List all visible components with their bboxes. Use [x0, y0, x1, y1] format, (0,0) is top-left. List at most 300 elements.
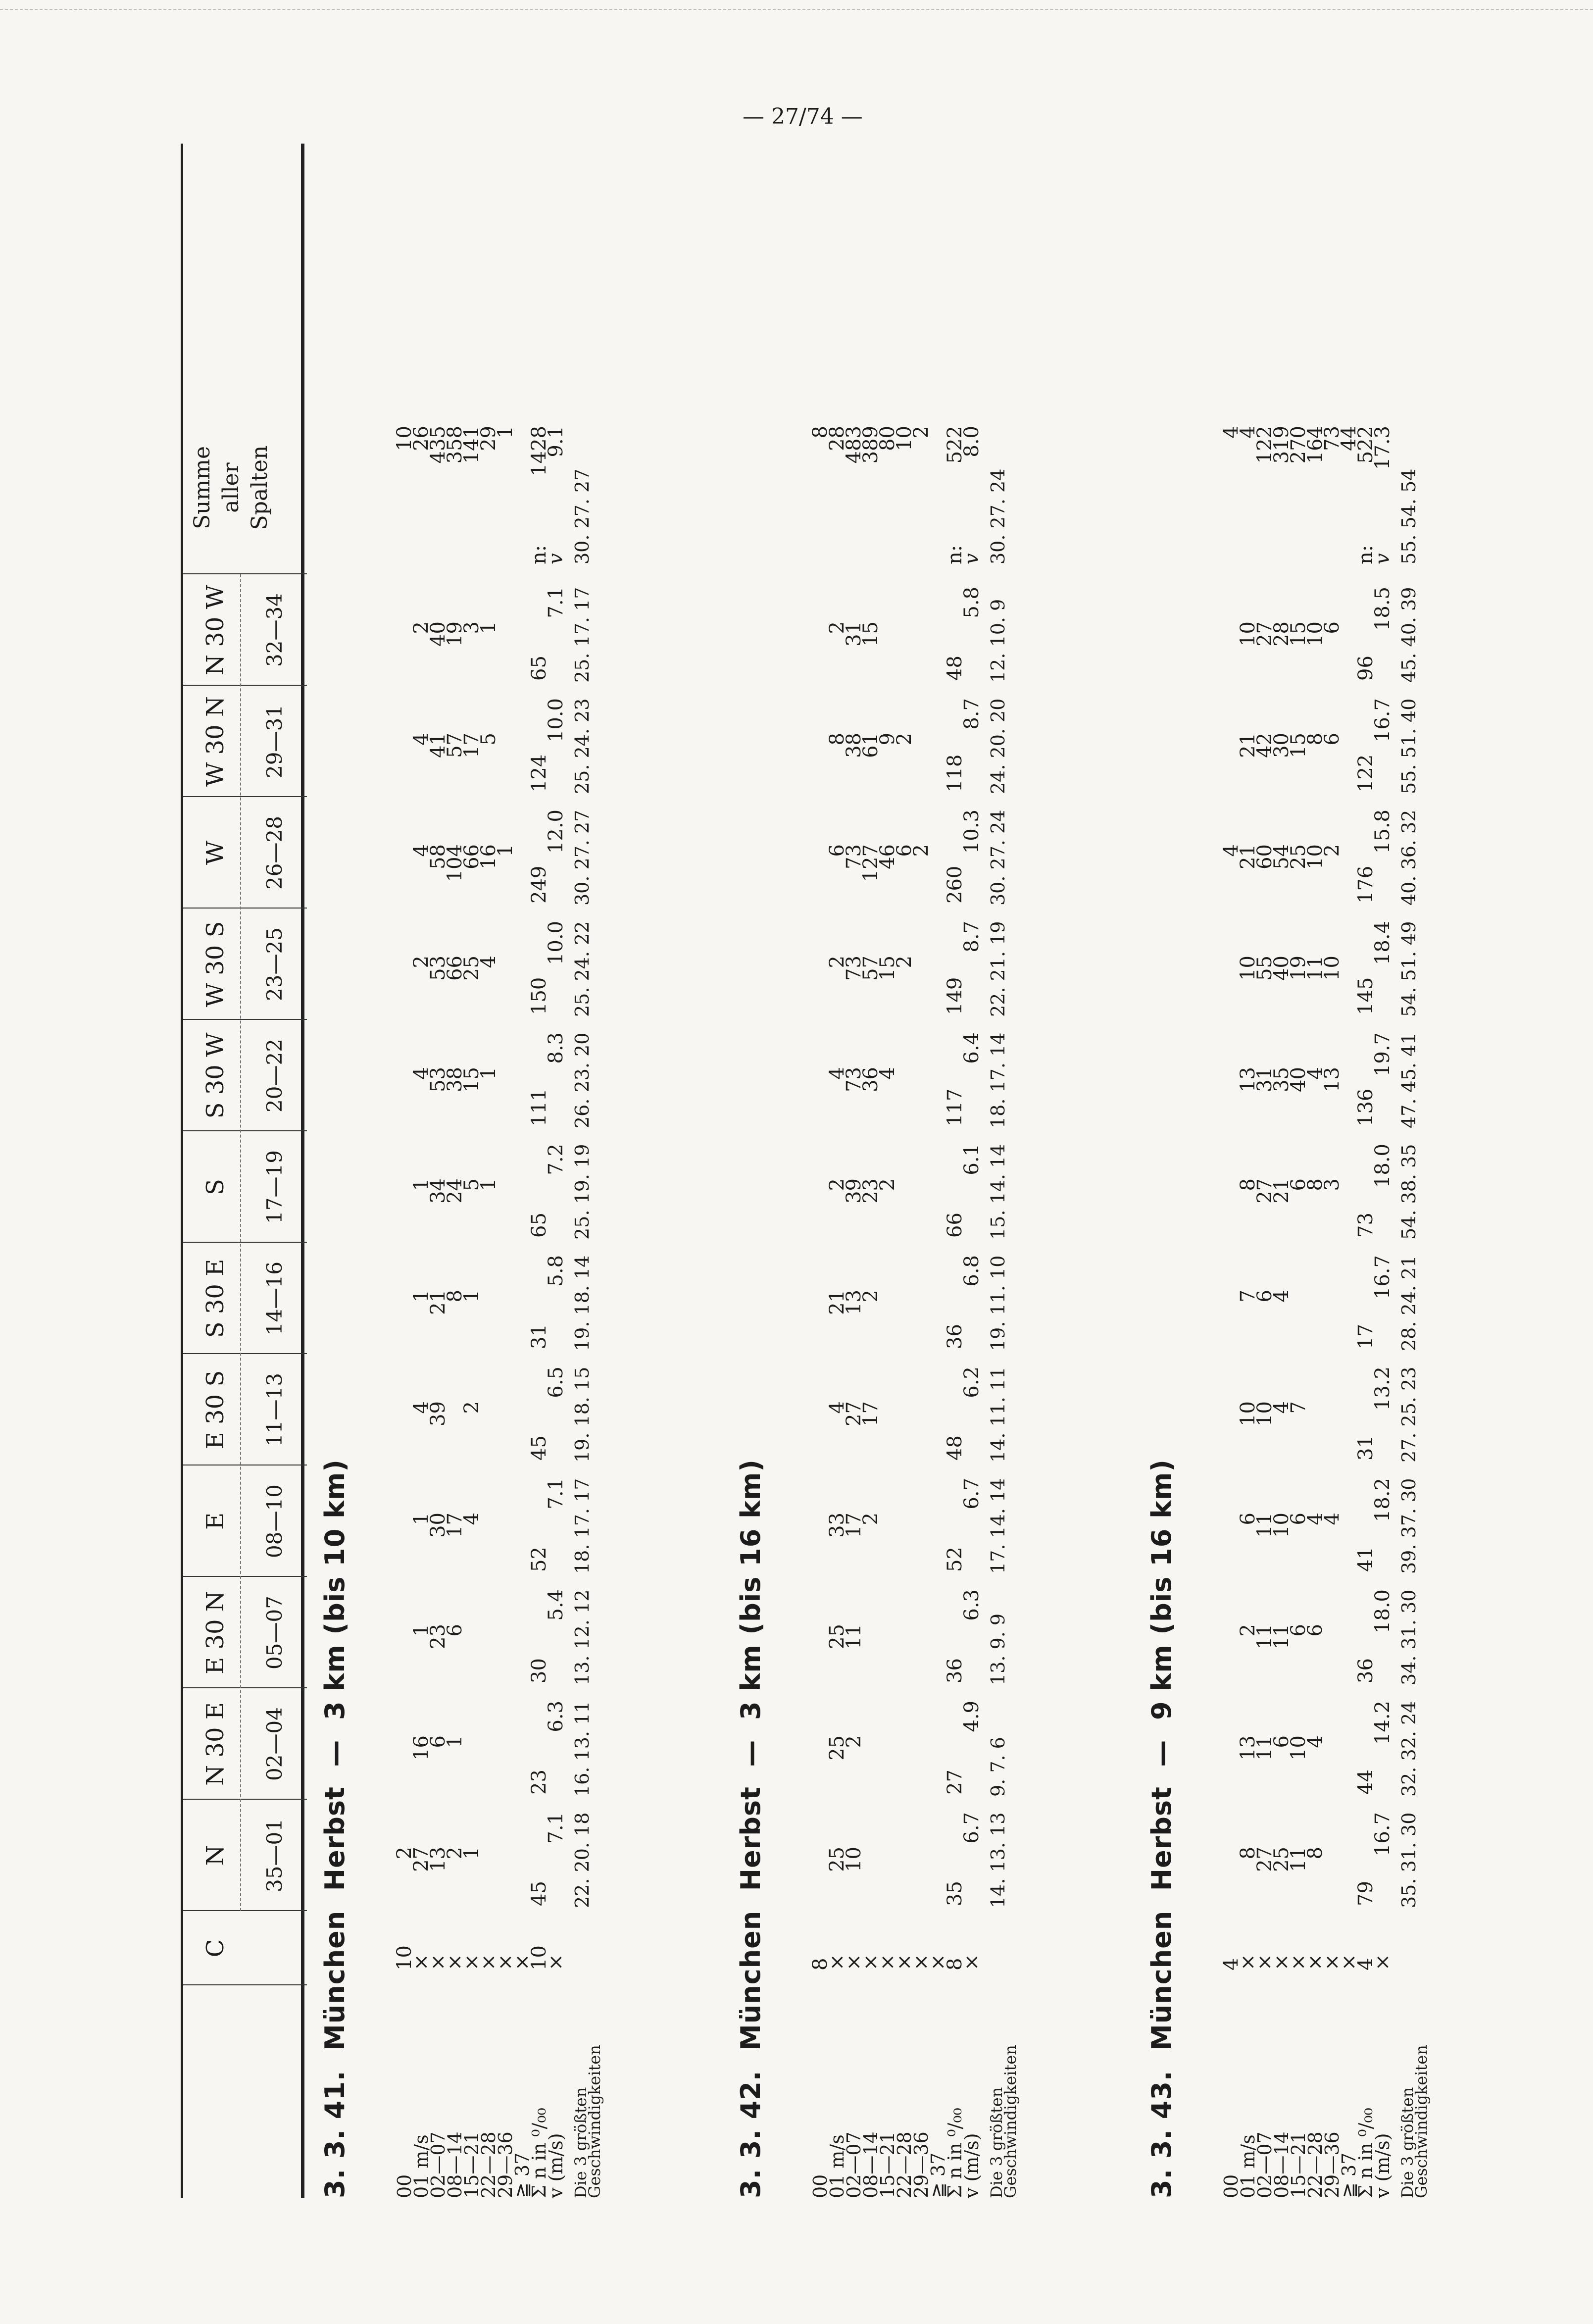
- rotated-table: [181, 144, 1593, 2198]
- table-header: [181, 144, 304, 2198]
- table-cell: 19: [1287, 956, 1310, 981]
- sum-v-label: v: [1371, 553, 1394, 564]
- count-cell: 66: [944, 1213, 966, 1238]
- table-cell: 3: [460, 621, 483, 634]
- c-cell: ×: [545, 1954, 567, 1970]
- speed-cell: 4.9: [960, 1701, 983, 1732]
- header-range: 29—31: [262, 705, 287, 778]
- count-cell: 36: [1354, 1658, 1377, 1683]
- table-cell: 17: [460, 733, 483, 758]
- sum-cell: 26: [410, 426, 433, 451]
- sum-v: 9.1: [545, 426, 567, 457]
- section-title: 3. 3. 43. München Herbst — 9 km (bis 16 km): [1146, 1459, 1177, 2198]
- row-label: Die 3 größten: [1398, 2087, 1417, 2198]
- top3-cell: 14. 13. 13: [987, 1812, 1009, 1908]
- table-section: [1146, 144, 1557, 2198]
- scan-edge-line: [0, 9, 1593, 10]
- row-label: 22—28: [478, 2131, 499, 2198]
- sum-n-label: n:: [528, 545, 550, 564]
- row-label: 15—21: [461, 2131, 483, 2198]
- table-cell: 2: [893, 956, 916, 968]
- header-direction: W 30 N: [201, 696, 229, 787]
- sum-cell: 164: [1304, 426, 1327, 464]
- header-summe-line: Summe: [190, 446, 215, 529]
- sum-cell: 4: [1220, 426, 1243, 439]
- table-cell: 11: [843, 1624, 865, 1649]
- count-cell: 149: [944, 977, 966, 1015]
- count-cell: 65: [528, 656, 550, 681]
- sum-n: 522: [944, 426, 966, 464]
- row-label: Die 3 größten: [987, 2087, 1006, 2198]
- table-cell: 104: [444, 844, 466, 882]
- top3-cell: 54. 51. 49: [1398, 921, 1420, 1017]
- page-number: — 27/74 —: [743, 104, 863, 129]
- speed-cell: 10.3: [960, 809, 983, 854]
- top3-cell: 27. 25. 23: [1398, 1366, 1420, 1463]
- top3-cell: 16. 13. 11: [571, 1701, 593, 1797]
- sum-cell: 2: [910, 426, 933, 439]
- table-cell: 1: [444, 1735, 466, 1748]
- top3-cell: 26. 23. 20: [571, 1032, 593, 1128]
- table-cell: 25: [460, 956, 483, 981]
- table-cell: 55: [1253, 956, 1276, 981]
- table-cell: 4: [1304, 1513, 1327, 1525]
- top3-cell: 25. 17. 17: [571, 587, 593, 683]
- section-title: 3. 3. 41. München Herbst — 3 km (bis 10 km): [319, 1459, 350, 2198]
- header-direction: W: [201, 840, 229, 865]
- table-cell: 25: [826, 1735, 848, 1761]
- header-direction: E: [201, 1512, 229, 1530]
- speed-cell: 8.7: [960, 698, 983, 730]
- speed-cell: 6.8: [960, 1255, 983, 1287]
- table-cell: 27: [410, 1847, 433, 1872]
- table-cell: 10: [1237, 621, 1259, 647]
- table-cell: 11: [1287, 1847, 1310, 1872]
- table-cell: 27: [843, 1401, 865, 1426]
- table-cell: 66: [444, 956, 466, 981]
- table-cell: 4: [1321, 1513, 1344, 1525]
- header-direction: N 30 W: [201, 585, 229, 675]
- table-cell: 15: [1287, 733, 1310, 758]
- top3-cell: 19. 18. 15: [571, 1366, 593, 1463]
- table-cell: 15: [460, 1067, 483, 1092]
- sum-v: 17.3: [1371, 426, 1394, 470]
- table-cell: 6: [444, 1624, 466, 1637]
- c-cell: ×: [410, 1954, 433, 1970]
- table-cell: 24: [444, 1178, 466, 1204]
- table-cell: 2: [859, 1513, 882, 1525]
- speed-cell: 18.4: [1371, 921, 1394, 965]
- sum-n-label: n:: [944, 545, 966, 564]
- count-cell: 145: [1354, 977, 1377, 1015]
- header-range: 23—25: [262, 927, 287, 1001]
- c-cell: ×: [893, 1954, 916, 1970]
- count-cell: 52: [944, 1547, 966, 1572]
- table-cell: 1: [410, 1624, 433, 1637]
- row-label: Geschwindigkeiten: [1412, 2045, 1431, 2198]
- c-cell: ×: [1338, 1954, 1360, 1970]
- count-cell: 23: [528, 1769, 550, 1795]
- table-cell: 2: [1321, 844, 1344, 857]
- c-cell: ×: [910, 1954, 933, 1970]
- header-range: 11—13: [262, 1373, 287, 1447]
- sum-cell: 44: [1338, 426, 1360, 451]
- top3-cell: 17. 14. 14: [987, 1478, 1009, 1574]
- row-label: Σ n in ⁰/₀₀: [944, 2108, 966, 2198]
- speed-cell: 16.7: [1371, 1255, 1394, 1300]
- table-cell: 2: [893, 733, 916, 746]
- row-label: ≧ 37: [1338, 2152, 1360, 2198]
- table-cell: 1: [477, 1067, 500, 1080]
- table-section: [319, 144, 730, 2198]
- table-cell: 1: [477, 1178, 500, 1191]
- speed-cell: 6.4: [960, 1032, 983, 1064]
- top3-cell: 19. 18. 14: [571, 1255, 593, 1351]
- table-cell: 21: [1237, 733, 1259, 758]
- table-cell: 6: [1287, 1178, 1310, 1191]
- table-cell: 61: [859, 733, 882, 758]
- speed-cell: 7.1: [545, 1812, 567, 1844]
- top3-cell: 14. 11. 11: [987, 1366, 1009, 1463]
- table-cell: 33: [826, 1513, 848, 1538]
- c-cell: 8: [944, 1958, 966, 1970]
- table-cell: 19: [444, 621, 466, 647]
- count-cell: 111: [528, 1088, 550, 1126]
- table-cell: 6: [1253, 1290, 1276, 1303]
- speed-cell: 18.5: [1371, 587, 1394, 631]
- table-cell: 41: [427, 733, 449, 758]
- speed-cell: 5.8: [545, 1255, 567, 1287]
- top3-cell: 19. 11. 10: [987, 1255, 1009, 1351]
- table-cell: 11: [1253, 1624, 1276, 1649]
- table-cell: 23: [427, 1624, 449, 1649]
- table-cell: 17: [444, 1513, 466, 1538]
- table-cell: 17: [843, 1513, 865, 1538]
- speed-cell: 7.2: [545, 1144, 567, 1175]
- count-cell: 44: [1354, 1769, 1377, 1795]
- count-cell: 48: [944, 656, 966, 681]
- sum-cell: 141: [460, 426, 483, 464]
- speed-cell: 6.2: [960, 1366, 983, 1398]
- table-cell: 2: [826, 621, 848, 634]
- count-cell: 73: [1354, 1213, 1377, 1238]
- table-cell: 8: [444, 1290, 466, 1303]
- header-direction: N: [201, 1845, 229, 1866]
- table-cell: 13: [1321, 1067, 1344, 1092]
- table-cell: 3: [1321, 1178, 1344, 1191]
- row-label: 01 m/s: [826, 2134, 848, 2198]
- c-cell: 8: [809, 1958, 832, 1970]
- row-label: Geschwindigkeiten: [1001, 2045, 1020, 2198]
- table-cell: 8: [1304, 1847, 1327, 1860]
- count-cell: 48: [944, 1435, 966, 1461]
- speed-cell: 14.2: [1371, 1701, 1394, 1745]
- header-direction: W 30 S: [201, 921, 229, 1008]
- top3-cell: 25. 19. 19: [571, 1144, 593, 1240]
- table-cell: 66: [460, 844, 483, 869]
- c-cell: ×: [511, 1954, 534, 1970]
- count-cell: 79: [1354, 1881, 1377, 1906]
- header-summe-line: Spalten: [247, 445, 272, 530]
- table-cell: 4: [826, 1067, 848, 1080]
- speed-cell: 13.2: [1371, 1366, 1394, 1411]
- table-cell: 10: [1237, 956, 1259, 981]
- table-cell: 53: [427, 1067, 449, 1092]
- table-cell: 25: [1287, 844, 1310, 869]
- header-summe: [188, 401, 302, 574]
- speed-cell: 18.2: [1371, 1478, 1394, 1522]
- table-cell: 40: [1270, 956, 1293, 981]
- top3-cell: 28. 24. 21: [1398, 1255, 1420, 1351]
- speed-cell: 16.7: [1371, 698, 1394, 743]
- row-label: v (m/s): [961, 2133, 983, 2198]
- table-cell: 7: [1287, 1401, 1310, 1414]
- sum-cell: 483: [843, 426, 865, 464]
- table-cell: 73: [843, 1067, 865, 1092]
- c-cell: ×: [876, 1954, 899, 1970]
- table-cell: 1: [410, 1513, 433, 1525]
- table-cell: 13: [843, 1290, 865, 1315]
- speed-cell: 7.1: [545, 587, 567, 618]
- table-cell: 2: [826, 1178, 848, 1191]
- header-direction: S 30 E: [201, 1259, 229, 1338]
- count-cell: 136: [1354, 1088, 1377, 1126]
- top3-cell: 25. 24. 22: [571, 921, 593, 1017]
- table-cell: 40: [427, 621, 449, 647]
- table-cell: 2: [410, 621, 433, 634]
- table-cell: 30: [427, 1513, 449, 1538]
- speed-cell: 6.3: [960, 1589, 983, 1621]
- table-cell: 1: [410, 1290, 433, 1303]
- top3-cell: 47. 45. 41: [1398, 1032, 1420, 1128]
- top3-cell: 40. 36. 32: [1398, 809, 1420, 906]
- table-cell: 6: [1270, 1735, 1293, 1748]
- c-cell: ×: [1237, 1954, 1259, 1970]
- c-cell: 4: [1220, 1958, 1243, 1970]
- count-cell: 27: [944, 1769, 966, 1795]
- c-cell: ×: [1253, 1954, 1276, 1970]
- sum-cell: 80: [876, 426, 899, 451]
- table-cell: 40: [1287, 1067, 1310, 1092]
- sum-v: 8.0: [960, 426, 983, 457]
- table-cell: 6: [1304, 1624, 1327, 1637]
- count-cell: 36: [944, 1324, 966, 1349]
- row-label: 08—14: [1271, 2131, 1293, 2198]
- table-section: [735, 144, 1146, 2198]
- row-label: Geschwindigkeiten: [585, 2045, 604, 2198]
- table-cell: 4: [1270, 1290, 1293, 1303]
- c-cell: ×: [927, 1954, 949, 1970]
- sum-n: 522: [1354, 426, 1377, 464]
- sum-cell: 8: [809, 426, 832, 439]
- speed-cell: 6.7: [960, 1478, 983, 1510]
- row-label: ≧ 37: [511, 2152, 533, 2198]
- top3-cell: 24. 20. 20: [987, 698, 1009, 794]
- sum-cell: 122: [1253, 426, 1276, 464]
- table-cell: 4: [410, 733, 433, 746]
- table-cell: 2: [444, 1847, 466, 1860]
- table-cell: 16: [410, 1735, 433, 1761]
- top3-cell: 13. 12. 12: [571, 1589, 593, 1685]
- speed-cell: 15.8: [1371, 809, 1394, 854]
- count-cell: 122: [1354, 754, 1377, 792]
- table-cell: 4: [410, 1067, 433, 1080]
- sum-v-label: v: [960, 553, 983, 564]
- c-cell: 10: [528, 1945, 550, 1970]
- header-range: 14—16: [262, 1262, 287, 1335]
- row-label: Die 3 größten: [571, 2087, 590, 2198]
- c-cell: ×: [460, 1954, 483, 1970]
- count-cell: 124: [528, 754, 550, 792]
- table-cell: 127: [859, 844, 882, 882]
- table-cell: 10: [1304, 844, 1327, 869]
- table-cell: 11: [1253, 1513, 1276, 1538]
- speed-cell: 6.5: [545, 1366, 567, 1398]
- table-cell: 21: [1270, 1178, 1293, 1204]
- top3-cell: 35. 31. 30: [1398, 1812, 1420, 1908]
- sum-cell: 4: [1237, 426, 1259, 439]
- table-cell: 21: [427, 1290, 449, 1315]
- table-cell: 7: [1237, 1290, 1259, 1303]
- row-label: 00: [1220, 2174, 1242, 2198]
- table-cell: 57: [444, 733, 466, 758]
- table-cell: 13: [1237, 1735, 1259, 1761]
- table-cell: 2: [410, 956, 433, 968]
- c-cell: 4: [1354, 1958, 1377, 1970]
- speed-cell: 18.0: [1371, 1144, 1394, 1188]
- table-cell: 42: [1253, 733, 1276, 758]
- table-cell: 5: [460, 1178, 483, 1191]
- table-cell: 10: [1321, 956, 1344, 981]
- table-cell: 4: [1304, 1067, 1327, 1080]
- table-cell: 10: [843, 1847, 865, 1872]
- table-cell: 73: [843, 956, 865, 981]
- table-cell: 27: [1253, 1847, 1276, 1872]
- count-cell: 150: [528, 977, 550, 1015]
- table-cell: 16: [477, 844, 500, 869]
- speed-cell: 7.1: [545, 1478, 567, 1510]
- table-cell: 5: [477, 733, 500, 746]
- c-cell: 10: [393, 1945, 416, 1970]
- row-label: v (m/s): [1372, 2133, 1394, 2198]
- speed-cell: 19.7: [1371, 1032, 1394, 1077]
- table-cell: 15: [859, 621, 882, 647]
- c-cell: ×: [1270, 1954, 1293, 1970]
- speed-cell: 12.0: [545, 809, 567, 854]
- table-cell: 4: [477, 956, 500, 968]
- top3-cell: 54. 38. 35: [1398, 1144, 1420, 1240]
- table-cell: 11: [1253, 1735, 1276, 1761]
- header-direction: N 30 E: [201, 1702, 229, 1786]
- speed-cell: 8.3: [545, 1032, 567, 1064]
- top3-cell: 55. 51. 40: [1398, 698, 1420, 794]
- c-cell: ×: [1371, 1954, 1394, 1970]
- table-cell: 35: [1270, 1067, 1293, 1092]
- row-label: v (m/s): [545, 2133, 567, 2198]
- table-cell: 8: [1237, 1847, 1259, 1860]
- table-cell: 9: [876, 733, 899, 746]
- top3-cell: 34. 31. 30: [1398, 1589, 1420, 1685]
- table-cell: 10: [1287, 1735, 1310, 1761]
- header-direction: E 30 N: [201, 1591, 229, 1674]
- sum-cell: 29: [477, 426, 500, 451]
- table-cell: 38: [843, 733, 865, 758]
- top3-cell: 45. 40. 39: [1398, 587, 1420, 683]
- table-cell: 54: [1270, 844, 1293, 869]
- speed-cell: 18.0: [1371, 1589, 1394, 1634]
- row-label: 01 m/s: [1237, 2134, 1259, 2198]
- table-cell: 23: [859, 1178, 882, 1204]
- table-cell: 25: [1270, 1847, 1293, 1872]
- table-cell: 60: [1253, 844, 1276, 869]
- table-cell: 10: [1237, 1401, 1259, 1426]
- speed-cell: 5.8: [960, 587, 983, 618]
- table-cell: 2: [876, 1178, 899, 1191]
- count-cell: 117: [944, 1088, 966, 1126]
- table-cell: 53: [427, 956, 449, 981]
- c-cell: ×: [427, 1954, 449, 1970]
- table-cell: 4: [410, 844, 433, 857]
- header-range: 05—07: [262, 1596, 287, 1669]
- header-summe-line: aller: [218, 462, 244, 513]
- table-cell: 39: [843, 1178, 865, 1204]
- count-cell: 31: [528, 1324, 550, 1349]
- row-label: 15—21: [877, 2131, 898, 2198]
- table-cell: 4: [1304, 1735, 1327, 1748]
- top3-cell: 22. 21. 19: [987, 921, 1009, 1017]
- count-cell: 260: [944, 865, 966, 904]
- header-direction: E 30 S: [201, 1370, 229, 1450]
- count-cell: 17: [1354, 1324, 1377, 1349]
- row-label: Σ n in ⁰/₀₀: [528, 2108, 550, 2198]
- row-label: 29—36: [495, 2131, 516, 2198]
- table-cell: 6: [427, 1735, 449, 1748]
- header-direction: S: [201, 1179, 229, 1195]
- table-cell: 1: [460, 1290, 483, 1303]
- sum-cell: 73: [1321, 426, 1344, 451]
- count-cell: 52: [528, 1547, 550, 1572]
- row-label: 00: [809, 2174, 831, 2198]
- table-cell: 8: [1237, 1178, 1259, 1191]
- table-cell: 4: [1270, 1401, 1293, 1414]
- row-label: 08—14: [860, 2131, 882, 2198]
- sum-top3: 30. 27. 27: [571, 468, 593, 564]
- speed-cell: 6.1: [960, 1144, 983, 1175]
- table-cell: 4: [1220, 844, 1243, 857]
- table-cell: 10: [1253, 1401, 1276, 1426]
- top3-cell: 18. 17. 14: [987, 1032, 1009, 1128]
- sum-top3: 30. 27. 24: [987, 468, 1009, 564]
- row-label: 02—07: [427, 2131, 449, 2198]
- table-cell: 21: [826, 1290, 848, 1315]
- top3-cell: 25. 24. 23: [571, 698, 593, 794]
- speed-cell: 6.7: [960, 1812, 983, 1844]
- table-cell: 1: [460, 1847, 483, 1860]
- count-cell: 176: [1354, 865, 1377, 904]
- table-cell: 6: [893, 844, 916, 857]
- count-cell: 65: [528, 1213, 550, 1238]
- count-cell: 45: [528, 1881, 550, 1906]
- c-cell: ×: [494, 1954, 517, 1970]
- table-cell: 1: [410, 1178, 433, 1191]
- c-cell: ×: [1304, 1954, 1327, 1970]
- top3-cell: 12. 10. 9: [987, 599, 1009, 683]
- table-cell: 8: [1304, 1178, 1327, 1191]
- c-cell: ×: [859, 1954, 882, 1970]
- table-cell: 6: [826, 844, 848, 857]
- header-dash-line: [240, 574, 241, 1911]
- table-cell: 4: [410, 1401, 433, 1414]
